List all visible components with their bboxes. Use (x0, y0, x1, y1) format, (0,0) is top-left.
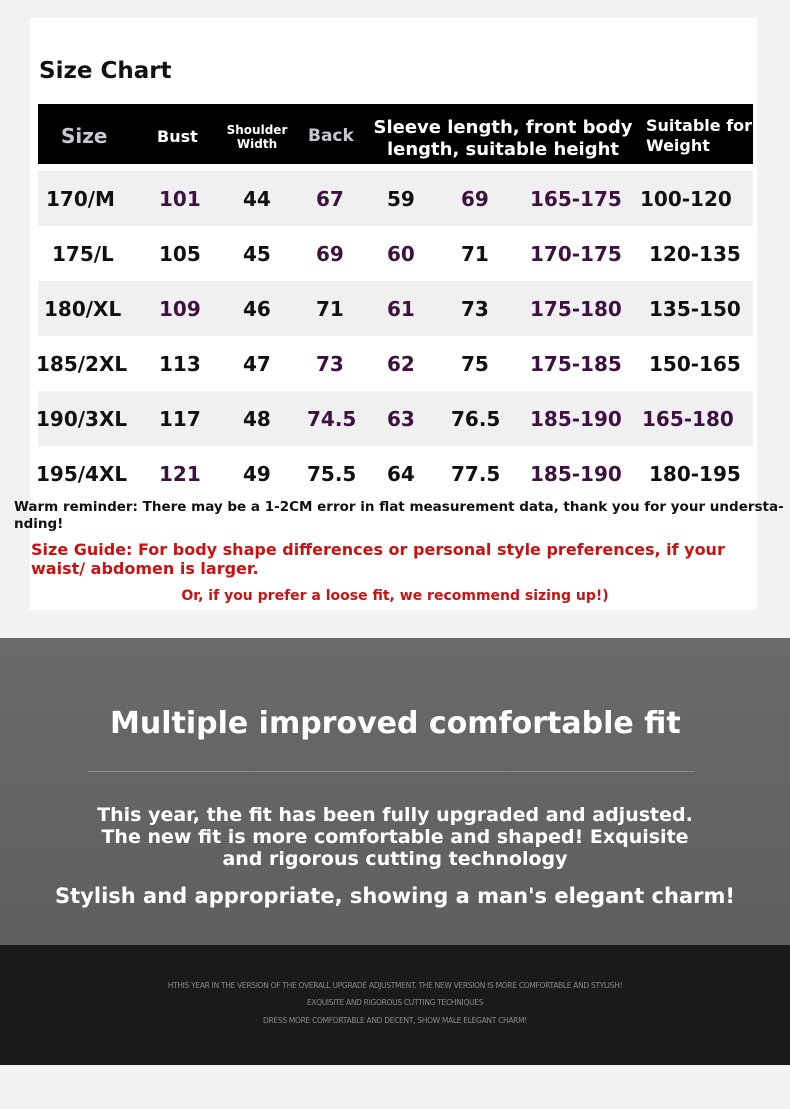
size-table-body (38, 171, 753, 501)
header-weight: Suitable for Weight (646, 116, 753, 155)
cell-sleeve: 61 (387, 296, 415, 321)
cell-sleeve: 64 (387, 461, 415, 486)
cell-shoulder: 47 (243, 351, 271, 376)
cell-front-length: 77.5 (451, 461, 501, 486)
cell-height: 185-190 (530, 461, 622, 486)
table-row (38, 226, 753, 281)
cell-bust: 121 (159, 461, 201, 486)
footer-line: EXQUISITE AND RIGOROUS CUTTING TECHNIQUES (306, 998, 484, 1007)
cell-sleeve: 59 (387, 186, 415, 211)
cell-sleeve: 62 (387, 351, 415, 376)
cell-size: 190/3XL (36, 406, 128, 431)
cell-front-length: 71 (461, 241, 489, 266)
cell-front-length: 76.5 (451, 406, 501, 431)
cell-height: 175-180 (530, 296, 622, 321)
size-guide-note: Size Guide: For body shape differences or personal style preferences, if your waist/ abdomen is larger. (31, 540, 725, 578)
warm-reminder: Warm reminder: There may be a 1-2CM error in flat measurement data, thank you for your understa-nding! (14, 499, 784, 532)
cell-back: 75.5 (307, 461, 357, 486)
fit-section-paragraph: This year, the fit has been fully upgraded and adjusted. The new fit is more comfortable and shaped! Exquisite and rigorous cutting technology (97, 804, 693, 870)
cell-back: 69 (316, 241, 344, 266)
cell-height: 185-190 (530, 406, 622, 431)
cell-height: 165-175 (530, 186, 622, 211)
footer-band (0, 945, 790, 1065)
size-chart-title: Size Chart (39, 58, 172, 84)
cell-size: 180/XL (44, 296, 122, 321)
cell-sleeve: 60 (387, 241, 415, 266)
cell-weight: 100-120 (640, 186, 732, 211)
cell-bust: 101 (159, 186, 201, 211)
header-bust: Bust (157, 127, 198, 146)
size-table-header (38, 104, 753, 164)
cell-front-length: 75 (461, 351, 489, 376)
fit-section-tagline: Stylish and appropriate, showing a man's elegant charm! (55, 884, 735, 908)
table-row (38, 171, 753, 226)
cell-size: 195/4XL (36, 461, 128, 486)
fit-section (0, 638, 790, 945)
cell-back: 73 (316, 351, 344, 376)
cell-shoulder: 45 (243, 241, 271, 266)
cell-weight: 165-180 (642, 406, 734, 431)
loose-fit-note: Or, if you prefer a loose fit, we recommend sizing up!) (181, 588, 609, 604)
header-back: Back (308, 126, 354, 146)
cell-bust: 109 (159, 296, 201, 321)
cell-bust: 105 (159, 241, 201, 266)
header-sleeve-length: Sleeve length, front body length, suitable height (373, 117, 633, 160)
cell-height: 175-185 (530, 351, 622, 376)
cell-front-length: 73 (461, 296, 489, 321)
fit-section-title: Multiple improved comfortable fit (110, 706, 681, 741)
cell-back: 71 (316, 296, 344, 321)
cell-shoulder: 48 (243, 406, 271, 431)
cell-shoulder: 44 (243, 186, 271, 211)
cell-size: 170/M (46, 186, 115, 211)
cell-shoulder: 46 (243, 296, 271, 321)
cell-back: 67 (316, 186, 344, 211)
header-size: Size (61, 124, 108, 148)
cell-weight: 135-150 (649, 296, 741, 321)
table-row (38, 281, 753, 336)
divider (88, 771, 695, 772)
cell-weight: 120-135 (649, 241, 741, 266)
cell-height: 170-175 (530, 241, 622, 266)
cell-bust: 117 (159, 406, 201, 431)
cell-shoulder: 49 (243, 461, 271, 486)
cell-sleeve: 63 (387, 406, 415, 431)
table-row (38, 446, 753, 501)
footer-line: DRESS MORE COMFORTABLE AND DECENT, SHOW MALE ELEGANT CHARM! (263, 1016, 527, 1025)
cell-size: 175/L (52, 241, 114, 266)
cell-front-length: 69 (461, 186, 489, 211)
footer-line: HTHIS YEAR IN THE VERSION OF THE OVERALL UPGRADE ADJUSTMENT. THE NEW VERSION IS MORE COMFORTABLE AND STYLISH! (167, 981, 623, 990)
cell-weight: 180-195 (649, 461, 741, 486)
cell-back: 74.5 (307, 406, 357, 431)
header-shoulder-width: Shoulder Width (226, 123, 288, 151)
table-row (38, 336, 753, 391)
cell-weight: 150-165 (649, 351, 741, 376)
cell-bust: 113 (159, 351, 201, 376)
table-row (38, 391, 753, 446)
cell-size: 185/2XL (36, 351, 128, 376)
